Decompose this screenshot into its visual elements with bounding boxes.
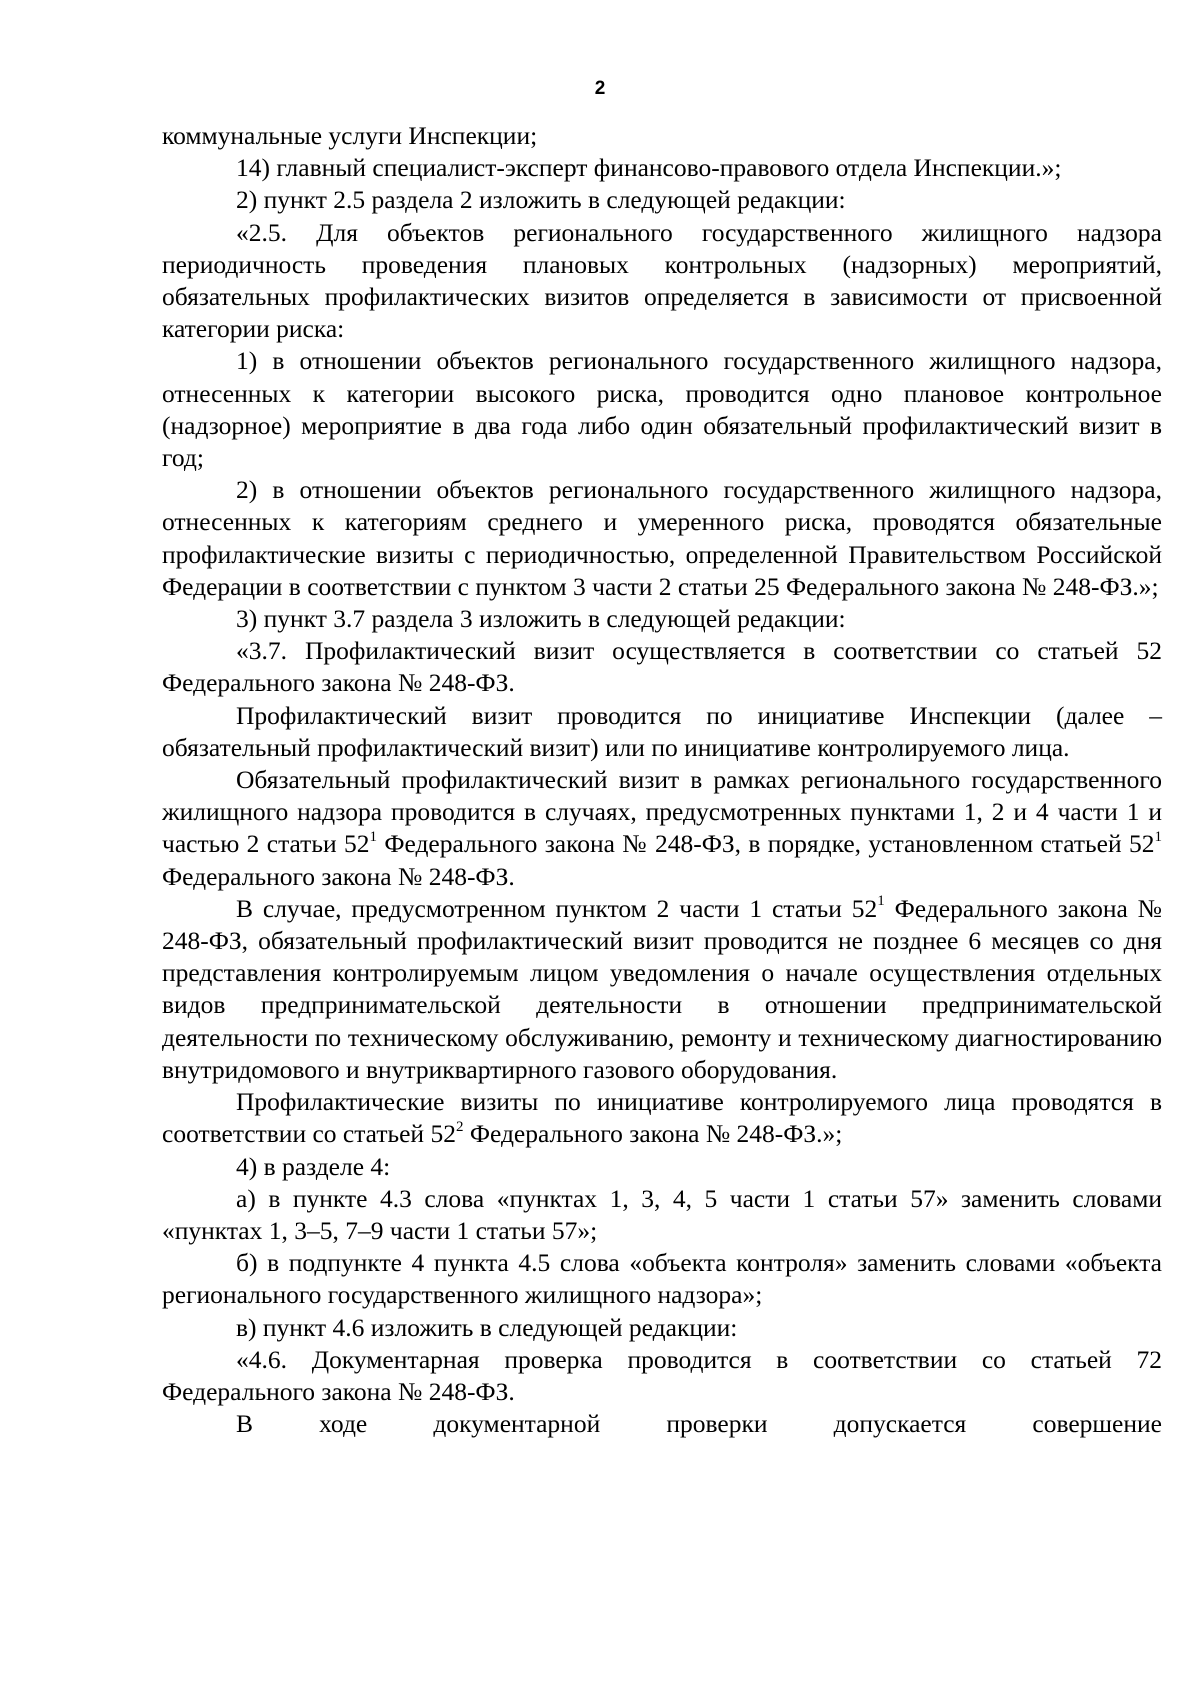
- paragraph: Профилактический визит проводится по инициативе Инспекции (далее – обязательный профилактический визит) или по инициативе контролируемого лица.: [162, 700, 1162, 762]
- paragraph: «4.6. Документарная проверка проводится в соответствии со статьей 72 Федерального закона № 248-ФЗ.: [162, 1344, 1162, 1406]
- paragraph: Обязательный профилактический визит в рамках регионального государственного жилищного надзора проводится в случаях, предусмотренных пунктами 1, 2 и 4 части 1 и частью 2 статьи $52^1$ Федерального закона № 248-ФЗ, в порядке, установленном статьей $52^1$ Федерального закона № 248-ФЗ.: [162, 765, 1162, 891]
- superscript: 1: [369, 828, 377, 845]
- superscript: 2: [455, 1118, 464, 1135]
- paragraph: Профилактические визиты по инициативе контролируемого лица проводятся в соответствии со статьей $52^2$ Федерального закона № 248-ФЗ.»;: [162, 1087, 1162, 1149]
- paragraph: 4) в разделе 4:: [236, 1151, 391, 1181]
- paragraph: в) пункт 4.6 изложить в следующей редакции:: [236, 1312, 738, 1342]
- superscript: 1: [877, 893, 885, 910]
- paragraph: а) в пункте 4.3 слова «пунктах 1, 3, 4, 5 части 1 статьи 57» заменить словами «пунктах 1, 3–5, 7–9 части 1 статьи 57»;: [162, 1183, 1162, 1245]
- paragraph: коммунальные услуги Инспекции;: [162, 121, 538, 150]
- paragraph: б) в подпункте 4 пункта 4.5 слова «объекта контроля» заменить словами «объекта регионального государственного жилищного надзора»;: [162, 1248, 1162, 1310]
- paragraph: 2) в отношении объектов регионального государственного жилищного надзора, отнесенных к категориям среднего и умеренного риска, проводятся обязательные профилактические визиты с периодичностью, определенной Правительством Российской Федерации в соответствии с пунктом 3 части 2 статьи 25 Федерального закона № 248-ФЗ.»;: [162, 475, 1162, 601]
- superscript: 1: [1154, 828, 1162, 845]
- paragraph: «3.7. Профилактический визит осуществляется в соответствии со статьей 52 Федерального закона № 248-ФЗ.: [162, 636, 1162, 698]
- paragraph: 3) пункт 3.7 раздела 3 изложить в следующей редакции:: [236, 604, 846, 634]
- paragraph: 1) в отношении объектов регионального государственного жилищного надзора, отнесенных к категории высокого риска, проводится одно плановое контрольное (надзорное) мероприятие в два года либо один обязательный профилактический визит в год;: [162, 346, 1162, 473]
- paragraph: «2.5. Для объектов регионального государственного жилищного надзора периодичность проведения плановых контрольных (надзорных) мероприятий, обязательных профилактических визитов определяется в зависимости от присвоенной категории риска:: [162, 217, 1162, 344]
- document-body: [162, 120, 1162, 1440]
- paragraph: 2) пункт 2.5 раздела 2 изложить в следующей редакции:: [236, 185, 846, 215]
- paragraph: В ходе документарной проверки допускается совершение: [236, 1409, 1162, 1439]
- paragraph: 14) главный специалист-эксперт финансово-правового отдела Инспекции.»;: [236, 153, 1062, 183]
- page-number: 2: [594, 78, 606, 99]
- paragraph: В случае, предусмотренном пунктом 2 части 1 статьи $52^1$ Федерального закона № 248-ФЗ, обязательный профилактический визит проводится не позднее 6 месяцев со дня представления контролируемым лицом уведомления о начале осуществления отдельных видов предпринимательской деятельности в отношении предпринимательской деятельности по техническому обслуживанию, ремонту и техническому диагностированию внутридомового и внутриквартирного газового оборудования.: [162, 893, 1162, 1084]
